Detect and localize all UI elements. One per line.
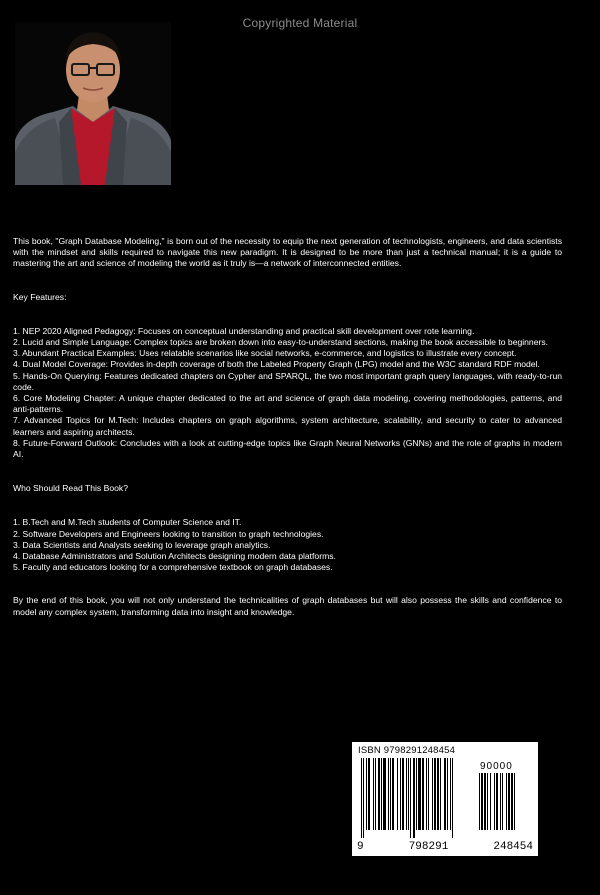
barcode-bar [434, 758, 436, 830]
barcode-bar [383, 758, 386, 830]
list-item: 5. Faculty and educators looking for a comprehensive textbook on graph databases. [13, 562, 333, 573]
barcode-bar [514, 773, 515, 830]
barcode-bar [494, 773, 495, 830]
closing-paragraph: By the end of this book, you will not only understand the technicalities of graph databases but will also possess the skills and confidence to model any complex system, transforming data into insight and knowledge. [13, 595, 562, 617]
barcode-bar [437, 758, 439, 830]
isbn-barcode [352, 742, 538, 856]
barcode-bar [418, 758, 421, 830]
barcode-bar [416, 758, 417, 830]
barcode-bar [363, 758, 364, 838]
barcode-bar [366, 758, 367, 830]
barcode-bar [413, 758, 415, 838]
barcode-bar [381, 758, 382, 830]
barcode-bar [368, 758, 370, 830]
barcode-digit-group-1: 798291 [408, 841, 449, 853]
barcode-bar [444, 758, 446, 830]
barcode-bar [484, 773, 486, 830]
barcode-bar [447, 758, 448, 830]
barcode-digits [357, 841, 533, 853]
barcode-bar [490, 773, 491, 830]
barcode-bar [422, 758, 424, 830]
barcode-bar [373, 758, 374, 830]
barcode-bar [452, 758, 453, 838]
barcode-bar [400, 758, 401, 830]
barcode-bar [496, 773, 498, 830]
barcode-bar [487, 773, 488, 830]
list-item: 1. NEP 2020 Aligned Pedagogy: Focuses on conceptual understanding and practical skill development over rote learning. [13, 325, 475, 336]
addon-barcode-bars [479, 773, 531, 838]
barcode-bar [428, 758, 429, 830]
list-item: 3. Data Scientists and Analysts seeking to leverage graph analytics. [13, 539, 271, 550]
list-item: 2. Lucid and Simple Language: Complex topics are broken down into easy-to-understand sections, making the book accessible to beginners. [13, 337, 549, 348]
barcode-bar [511, 773, 513, 830]
barcode-digit-group-2: 248454 [493, 841, 533, 853]
price-code: 90000 [480, 761, 513, 772]
barcode-bar [432, 758, 433, 830]
barcode-bar [397, 758, 398, 830]
list-item: 4. Database Administrators and Solution Architects designing modern data platforms. [13, 551, 336, 562]
description-block [13, 236, 562, 618]
barcode-bar [406, 758, 407, 830]
list-item: 1. B.Tech and M.Tech students of Computer Science and IT. [13, 517, 242, 528]
copyright-watermark: Copyrighted Material [242, 16, 358, 30]
list-item: 4. Dual Model Coverage: Provides in-depth coverage of both the Labeled Property Graph (LPG) model and the W3C standard RDF model. [13, 359, 540, 370]
readers-list [13, 517, 562, 573]
list-item: 5. Hands-On Querying: Features dedicated chapters on Cypher and SPARQL, the two most important graph query languages, with ready-to-run code. [13, 370, 562, 392]
barcode-bar [378, 758, 380, 830]
list-item: 7. Advanced Topics for M.Tech: Includes chapters on graph algorithms, system architecture, scalability, and security to cater to advanced learners and aspiring architects. [13, 415, 562, 437]
barcode-bar [506, 773, 507, 830]
barcode-bar [481, 773, 483, 830]
list-item: 6. Core Modeling Chapter: A unique chapter dedicated to the art and science of graph data modeling, covering methodologies, patterns, and anti-patterns. [13, 393, 562, 415]
list-item: 2. Software Developers and Engineers looking to transition to graph technologies. [13, 528, 324, 539]
barcode-bar [410, 758, 411, 838]
barcode-bar [388, 758, 389, 830]
barcode-bar [508, 773, 510, 830]
barcode-bar [392, 758, 394, 830]
key-features-heading: Key Features: [13, 291, 67, 302]
barcode-bar [426, 758, 427, 830]
list-item: 3. Abundant Practical Examples: Uses relatable scenarios like social networks, e-commerce, and logistics to illustrate every concept. [13, 348, 517, 359]
barcode-bars [361, 758, 475, 838]
barcode-bar [402, 758, 404, 830]
barcode-bar [361, 758, 362, 838]
barcode-bar [440, 758, 441, 830]
readers-heading: Who Should Read This Book? [13, 483, 128, 494]
key-features-list [13, 326, 562, 460]
isbn-label: ISBN 9798291248454 [358, 745, 456, 756]
barcode-bar [500, 773, 501, 830]
barcode-bar [450, 758, 451, 830]
list-item: 8. Future-Forward Outlook: Concludes with a look at cutting-edge topics like Graph Neural Networks (GNNs) and the role of graphs in modern AI. [13, 437, 562, 460]
intro-paragraph: This book, "Graph Database Modeling," is born out of the necessity to equip the next generation of technologists, engineers, and data scientists with the mindset and skills required to navigate this new paradigm. It is designed to be more than just a technical manual; it is a guide to mastering the art and science of modeling the world as it truly is—a network of interconnected entities. [13, 236, 562, 269]
barcode-bar [408, 758, 409, 830]
barcode-bar [502, 773, 503, 830]
barcode-bar [479, 773, 480, 830]
barcode-bar [390, 758, 391, 830]
barcode-digit-first: 9 [357, 841, 364, 853]
author-photo [15, 22, 171, 185]
barcode-bar [375, 758, 376, 830]
